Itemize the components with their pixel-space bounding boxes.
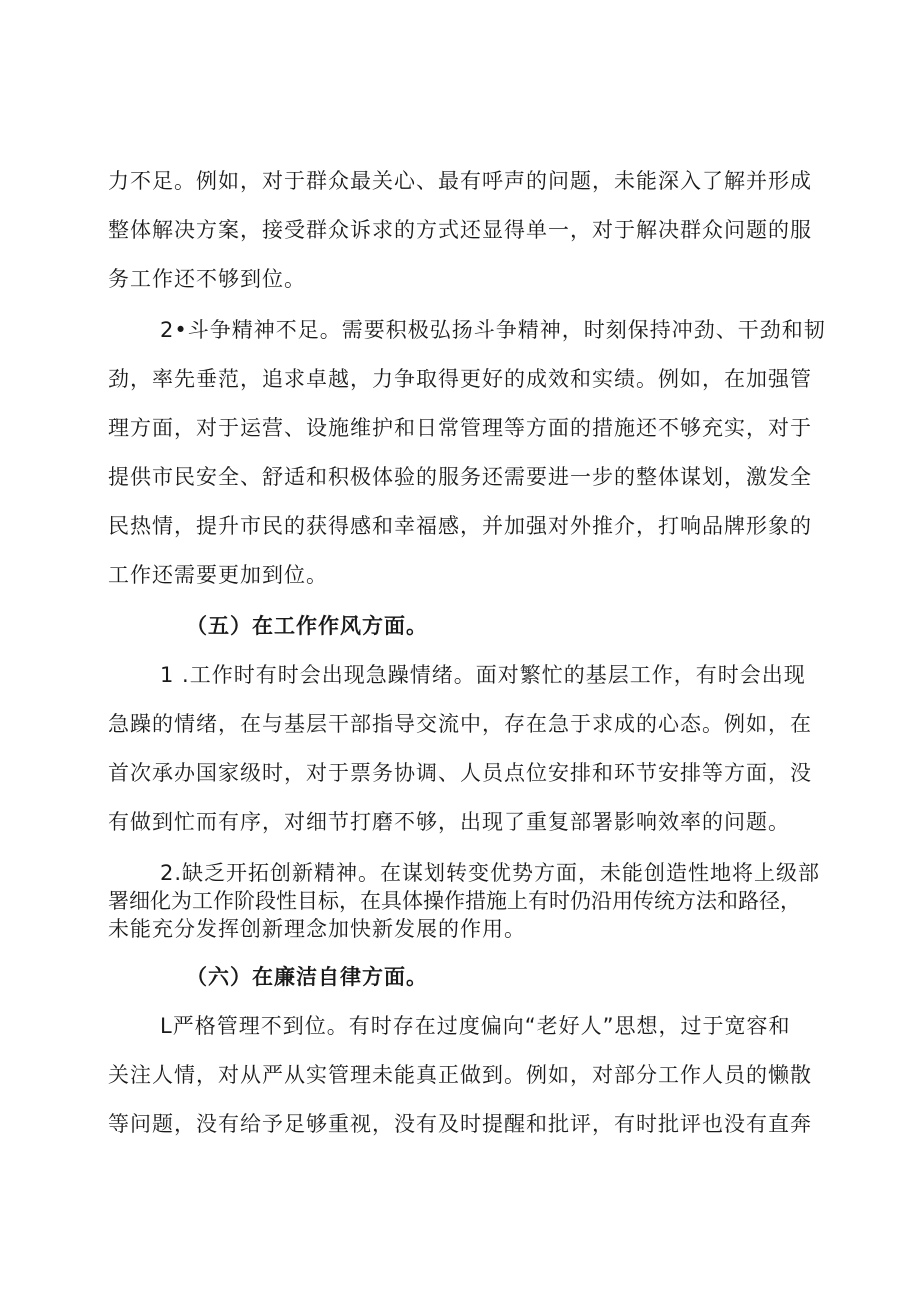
text-line: 力不足。例如，对于群众最关心、最有呼声的问题，未能深入了解并形成 xyxy=(108,169,812,193)
text-line: 未能充分发挥创新理念加快新发展的作用。 xyxy=(108,917,526,941)
text-line: 提供市民安全、舒适和积极体验的服务还需要进一步的整体谋划，激发全 xyxy=(108,465,812,489)
section-heading: （六）在廉洁自律方面。 xyxy=(186,965,428,989)
text-line: 署细化为工作阶段性目标，在具体操作措施上有时仍沿用传统方法和路径， xyxy=(108,889,801,913)
text-line: 急躁的情绪，在与基层干部指导交流中，存在急于求成的心态。例如，在 xyxy=(108,712,812,736)
text-line: 1 .工作时有时会出现急躁情绪。面对繁忙的基层工作，有时会出现 xyxy=(160,663,806,687)
text-line: L严格管理不到位。有时存在过度偏向“老好人”思想，过于宽容和 xyxy=(160,1014,791,1038)
text-line: 2•斗争精神不足。需要积极弘扬斗争精神，时刻保持冲劲、干劲和韧 xyxy=(160,318,826,342)
text-line: 整体解决方案，接受群众诉求的方式还显得单一，对于解决群众问题的服 xyxy=(108,218,812,242)
text-line: 首次承办国家级时，对于票务协调、人员点位安排和环节安排等方面，没 xyxy=(108,761,812,785)
text-line: 等问题，没有给予足够重视，没有及时提醒和批评，有时批评也没有直奔 xyxy=(108,1112,812,1136)
text-line: 理方面，对于运营、设施维护和日常管理等方面的措施还不够充实，对于 xyxy=(108,416,812,440)
section-heading: （五）在工作作风方面。 xyxy=(186,614,428,638)
text-line: 2.缺乏开拓创新精神。在谋划转变优势方面，未能创造性地将上级部 xyxy=(160,861,821,885)
text-line: 劲，率先垂范，追求卓越，力争取得更好的成效和实绩。例如，在加强管 xyxy=(108,367,812,391)
text-line: 民热情，提升市民的获得感和幸福感，并加强对外推介，打响品牌形象的 xyxy=(108,514,812,538)
text-line: 关注人情，对从严从实管理未能真正做到。例如，对部分工作人员的懒散 xyxy=(108,1063,812,1087)
text-line: 务工作还不够到位。 xyxy=(108,267,306,291)
text-line: 有做到忙而有序，对细节打磨不够，出现了重复部署影响效率的问题。 xyxy=(108,810,790,834)
text-line: 工作还需要更加到位。 xyxy=(108,563,328,587)
